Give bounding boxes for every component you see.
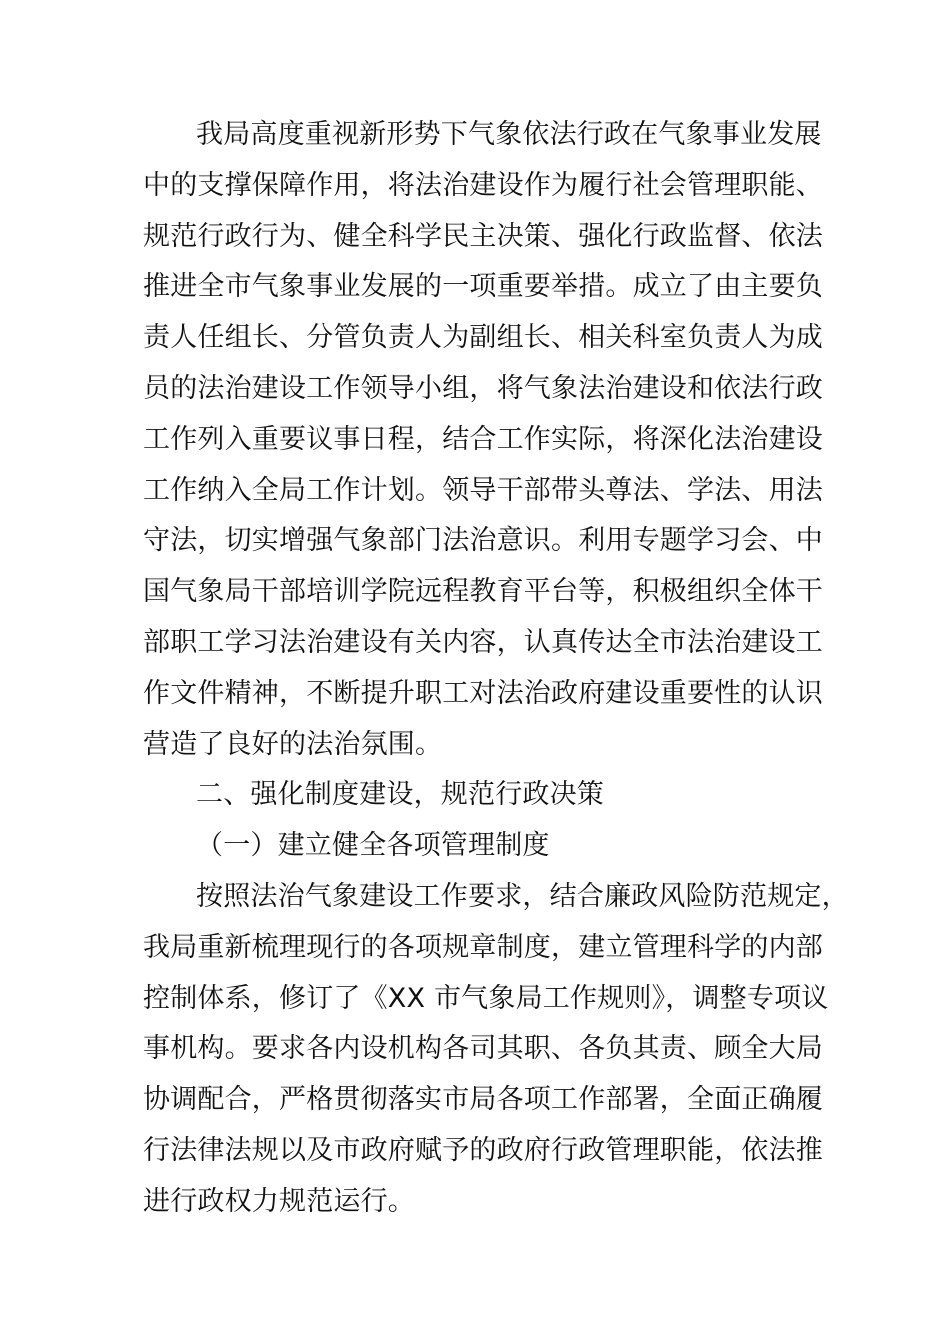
paragraph-line: 作文件精神，不断提升职工对法治政府建设重要性的认识 [143, 677, 823, 709]
paragraph-line: 部职工学习法治建设有关内容，认真传达全市法治建设工 [143, 626, 823, 658]
paragraph-line: 控制体系，修订了《XX 市气象局工作规则》，调整专项议 [143, 982, 829, 1014]
paragraph-line: 按照法治气象建设工作要求，结合廉政风险防范规定， [196, 880, 849, 912]
paragraph-line: 行法律法规以及市政府赋予的政府行政管理职能，依法推 [143, 1134, 823, 1166]
paragraph-line: 事机构。要求各内设机构各司其职、各负其责、顾全大局 [143, 1033, 823, 1065]
paragraph-line: 守法，切实增强气象部门法治意识。利用专题学习会、中 [143, 525, 823, 557]
paragraph-line: 责人任组长、分管负责人为副组长、相关科室负责人为成 [143, 322, 823, 354]
subsection-heading: （一）建立健全各项管理制度 [196, 830, 550, 862]
paragraph-line: 中的支撑保障作用，将法治建设作为履行社会管理职能、 [143, 169, 823, 201]
paragraph-line: 协调配合，严格贯彻落实市局各项工作部署，全面正确履 [143, 1084, 823, 1116]
paragraph-line: 工作纳入全局工作计划。领导干部带头尊法、学法、用法 [143, 474, 823, 506]
paragraph-line: 营造了良好的法治氛围。 [143, 728, 443, 760]
paragraph-line: 规范行政行为、健全科学民主决策、强化行政监督、依法 [143, 220, 823, 252]
paragraph-line: 进行政权力规范运行。 [143, 1185, 415, 1217]
paragraph-line: 推进全市气象事业发展的一项重要举措。成立了由主要负 [143, 271, 823, 303]
paragraph-line: 国气象局干部培训学院远程教育平台等，积极组织全体干 [143, 576, 823, 608]
section-heading: 二、强化制度建设，规范行政决策 [196, 779, 604, 811]
paragraph-line: 我局重新梳理现行的各项规章制度，建立管理科学的内部 [143, 931, 823, 963]
document-body [143, 110, 849, 1228]
paragraph-line: 员的法治建设工作领导小组，将气象法治建设和依法行政 [143, 372, 823, 404]
paragraph-line: 工作列入重要议事日程，结合工作实际，将深化法治建设 [143, 423, 823, 455]
paragraph-line: 我局高度重视新形势下气象依法行政在气象事业发展 [196, 119, 822, 150]
